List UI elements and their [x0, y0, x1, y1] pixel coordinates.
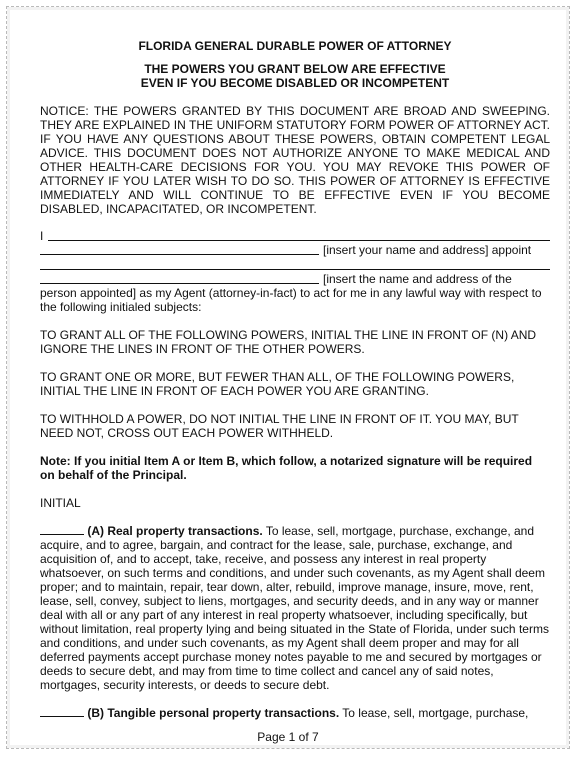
document-body — [40, 39, 550, 720]
instruction-withhold: TO WITHHOLD A POWER, DO NOT INITIAL THE LINE IN FRONT OF IT. YOU MAY, BUT NEED NOT, CROSS OUT EACH POWER WITHHELD. — [40, 412, 519, 440]
agent-address-row — [40, 272, 550, 286]
item-b-heading: (B) Tangible personal property transactions. — [87, 706, 340, 720]
agent-suffix: [insert the name and address of the — [323, 272, 512, 286]
agent-continuation: person appointed] as my Agent (attorney-in-fact) to act for me in any lawful way with respect to the following initialed subjects: — [40, 286, 542, 314]
subtitle-line-2: EVEN IF YOU BECOME DISABLED OR INCOMPETENT — [140, 76, 450, 90]
item-a-text: To lease, sell, mortgage, purchase, exchange, and acquire, and to agree, bargain, and contract for the lease, sale, purchase, exchange, and acquisition of, and to accept, take, receive, and possess any interest in real property whatsoever, on such terms and conditions, and under such covenants, as my Agent shall deem proper; and to maintain, repair, tear down, alter, rebuild, improve manage, insure, move, rent, lease, sell, convey, subject to liens, mortgages, and security deeds, and in any way or manner deal with all or any part of any interest in real property whatsoever, including specifically, but without limitation, real property lying and being situated in the State of Florida, under such terms and conditions, and under such covenants, as my Agent shall deem proper and may for all deferred payments accept purchase money notes payable to me and secured by mortgages or deeds to secure debt, and may from time to time collect and cancel any of said notes, mortgages, security interests, or deeds to secure debt. — [40, 524, 549, 692]
document-page — [6, 6, 570, 749]
instruction-grant-all: TO GRANT ALL OF THE FOLLOWING POWERS, INITIAL THE LINE IN FRONT OF (N) AND IGNORE THE LINES IN FRONT OF THE OTHER POWERS. — [40, 328, 537, 356]
item-b-paragraph — [40, 706, 550, 720]
principal-address-row — [40, 243, 550, 257]
notarization-note: Note: If you initial Item A or Item B, which follow, a notarized signature will be required on behalf of the Principal. — [40, 454, 533, 482]
agent-name-row — [40, 259, 550, 272]
principal-name-row — [40, 229, 550, 243]
document-title: FLORIDA GENERAL DURABLE POWER OF ATTORNEY — [138, 39, 452, 53]
subtitle-line-1: THE POWERS YOU GRANT BELOW ARE EFFECTIVE — [144, 62, 446, 76]
agent-address-line[interactable] — [40, 273, 319, 284]
notice-paragraph: NOTICE: THE POWERS GRANTED BY THIS DOCUMENT ARE BROAD AND SWEEPING. THEY ARE EXPLAINED IN THE UNIFORM STATUTORY FORM POWER OF ATTORNEY ACT. IF YOU HAVE ANY QUESTIONS ABOUT THESE POWERS, OBTAIN COMPETENT LEGAL ADVICE. THIS DOCUMENT DOES NOT AUTHORIZE ANYONE TO MAKE MEDICAL AND OTHER HEALTH-CARE DECISIONS FOR YOU. YOU MAY REVOKE THIS POWER OF ATTORNEY IF YOU LATER WISH TO DO SO. THIS POWER OF ATTORNEY IS EFFECTIVE IMMEDIATELY AND WILL CONTINUE TO BE EFFECTIVE EVEN IF YOU BECOME DISABLED, INCAPACITATED, OR INCOMPETENT. — [40, 104, 550, 216]
initial-label: INITIAL — [40, 496, 81, 510]
item-a-initial-line[interactable] — [40, 524, 84, 535]
principal-name-line[interactable] — [48, 230, 550, 241]
item-b-text: To lease, sell, mortgage, purchase, — [339, 706, 529, 720]
principal-address-line[interactable] — [40, 244, 319, 255]
principal-suffix: [insert your name and address] appoint — [323, 243, 532, 257]
page-footer: Page 1 of 7 — [257, 730, 319, 744]
instruction-grant-some: TO GRANT ONE OR MORE, BUT FEWER THAN ALL, OF THE FOLLOWING POWERS, INITIAL THE LINE IN FRONT OF EACH POWER YOU ARE GRANTING. — [40, 370, 515, 398]
item-b-initial-line[interactable] — [40, 706, 84, 717]
item-a-paragraph — [40, 524, 550, 692]
item-a-heading: (A) Real property transactions. — [87, 524, 263, 538]
principal-prefix: I — [40, 229, 44, 243]
agent-name-line[interactable] — [40, 259, 550, 270]
document-subtitle — [40, 62, 550, 90]
